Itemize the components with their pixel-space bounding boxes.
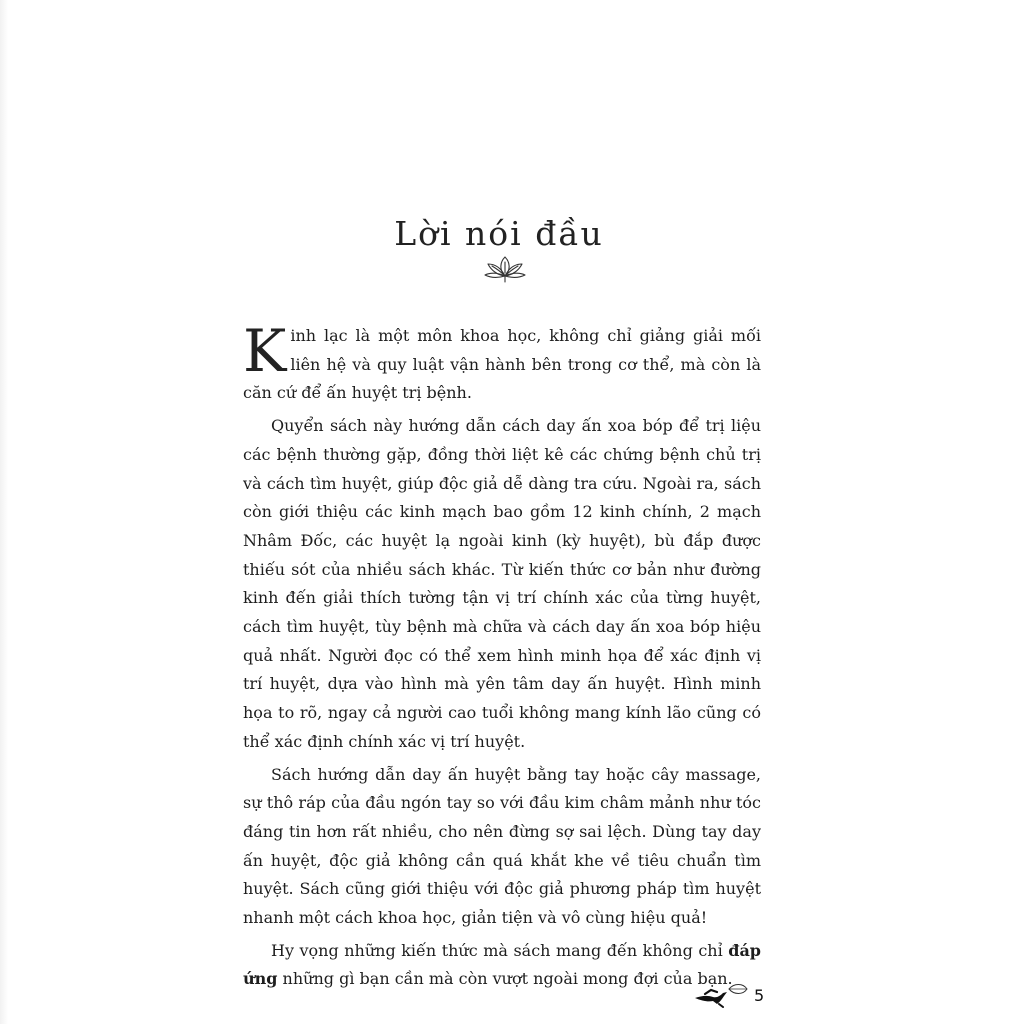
- page-title: Lời nói đầu: [394, 214, 604, 254]
- paragraph-2: Quyển sách này hướng dẫn cách day ấn xoa bóp để trị liệu các bệnh thường gặp, đồng thời liệt kê các chứng bệnh chủ trị và cách tìm huyệt, giúp độc giả dễ dàng tra cứu. Ngoài ra, sách còn giới thiệu các kinh mạch bao gồm 12 kinh chính, 2 mạch Nhâm Đốc, các huyệt lạ ngoài kinh (kỳ huyệt), bù đắp được thiếu sót của nhiều sách khác. Từ kiến thức cơ bản như đường kinh đến giải thích tường tận vị trí chính xác của từng huyệt, cách tìm huyệt, tùy bệnh mà chữa và cách day ấn xoa bóp hiệu quả nhất. Người đọc có thể xem hình minh họa để xác định vị trí huyệt, dựa vào hình mà yên tâm day ấn huyệt. Hình minh họa to rõ, ngay cả người cao tuổi không mang kính lão cũng có thể xác định chính xác vị trí huyệt.: [243, 416, 761, 751]
- paragraph-4: [243, 937, 761, 994]
- lotus-ornament-icon: [482, 254, 528, 286]
- paragraph-4-text-a: Hy vọng những kiến thức mà sách mang đến không chỉ: [271, 940, 729, 960]
- paragraph-3: Sách hướng dẫn day ấn huyệt bằng tay hoặc cây massage, sự thô ráp của đầu ngón tay so với đầu kim châm mảnh như tóc đáng tin hơn rất nhiều, cho nên đừng sợ sai lệch. Dùng tay day ấn huyệt, độc giả không cần quá khắt khe về tiêu chuẩn tìm huyệt. Sách cũng giới thiệu với độc giả phương pháp tìm huyệt nhanh một cách khoa học, giản tiện và vô cùng hiệu quả!: [243, 764, 761, 928]
- paragraph-4-text-b: những gì bạn cần mà còn vượt ngoài mong đợi của bạn.: [277, 969, 733, 989]
- paragraph-1-text: inh lạc là một môn khoa học, không chỉ giảng giải mối liên hệ và quy luật vận hành bên trong cơ thể, mà còn là căn cứ để ấn huyệt trị bệnh.: [243, 326, 761, 403]
- running-figure-icon: [693, 980, 751, 1008]
- page-number: 5: [754, 986, 765, 1005]
- page-edge-shadow: [0, 0, 8, 1024]
- paragraph-4-emphasis: đáp ứng: [243, 940, 761, 989]
- paragraph-1: [243, 317, 761, 408]
- preface-body: [243, 317, 761, 994]
- drop-cap-letter: K: [243, 317, 287, 385]
